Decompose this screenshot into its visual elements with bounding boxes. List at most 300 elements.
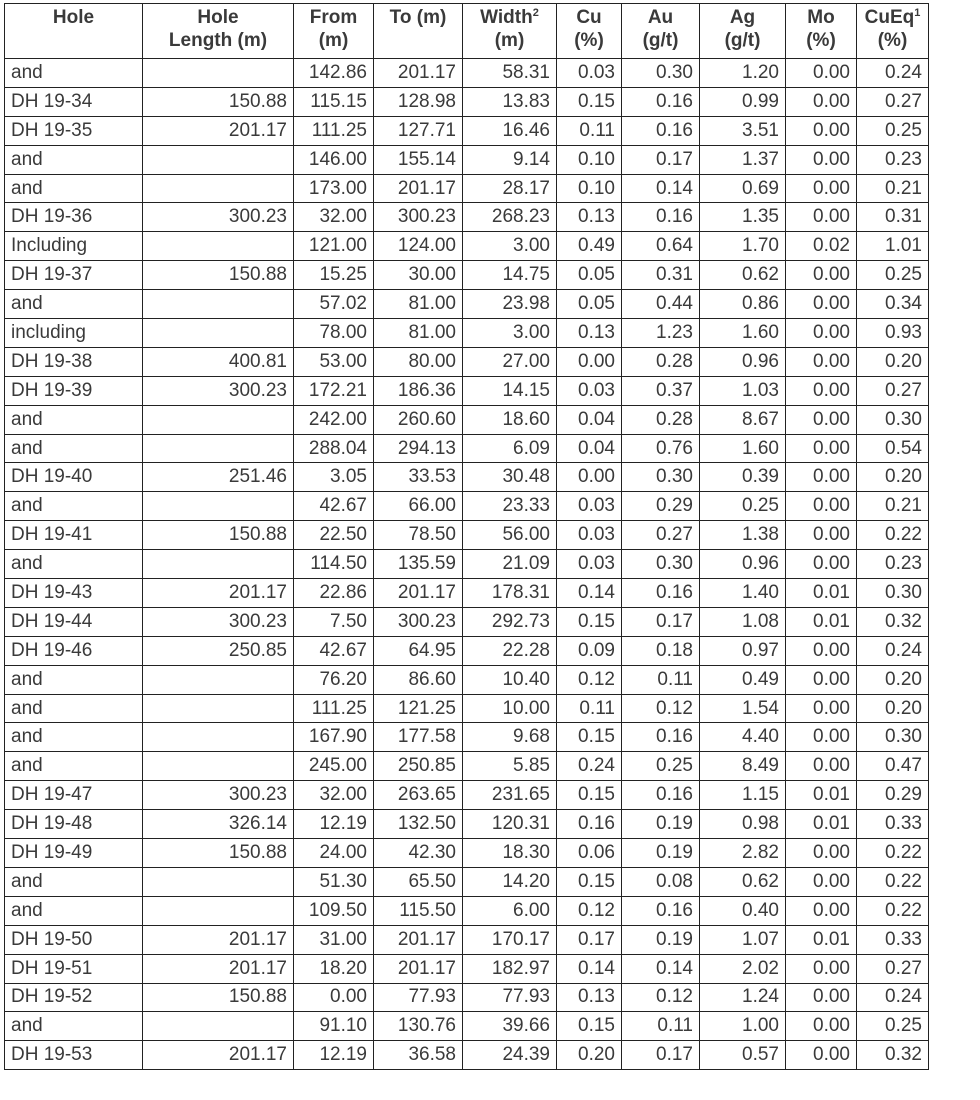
cell-cu: 0.03 — [557, 376, 622, 405]
cell-width: 292.73 — [463, 607, 557, 636]
cell-from: 42.67 — [294, 636, 374, 665]
cell-len: 201.17 — [143, 579, 294, 608]
cell-cueq: 0.20 — [857, 347, 929, 376]
cell-mo: 0.00 — [786, 550, 857, 579]
cell-au: 1.23 — [622, 319, 700, 348]
cell-width: 58.31 — [463, 59, 557, 88]
table-row — [5, 1041, 929, 1070]
column-header-ag — [700, 4, 786, 59]
cell-width: 14.15 — [463, 376, 557, 405]
cell-ag: 4.40 — [700, 723, 786, 752]
cell-to: 80.00 — [374, 347, 463, 376]
cell-ag: 1.07 — [700, 925, 786, 954]
column-header-line1: From — [309, 7, 358, 28]
cell-hole: and — [5, 290, 143, 319]
cell-from: 288.04 — [294, 434, 374, 463]
cell-ag: 1.70 — [700, 232, 786, 261]
cell-cueq: 0.25 — [857, 1012, 929, 1041]
cell-ag: 0.49 — [700, 665, 786, 694]
cell-au: 0.19 — [622, 839, 700, 868]
cell-to: 64.95 — [374, 636, 463, 665]
cell-from: 173.00 — [294, 174, 374, 203]
cell-hole: DH 19-46 — [5, 636, 143, 665]
cell-cueq: 0.47 — [857, 752, 929, 781]
column-header-line1: Ag — [729, 7, 756, 28]
cell-ag: 1.38 — [700, 521, 786, 550]
table-row — [5, 405, 929, 434]
cell-width: 13.83 — [463, 87, 557, 116]
table-row — [5, 376, 929, 405]
cell-to: 77.93 — [374, 983, 463, 1012]
cell-cu: 0.20 — [557, 1041, 622, 1070]
cell-cu: 0.12 — [557, 896, 622, 925]
cell-au: 0.29 — [622, 492, 700, 521]
cell-cueq: 0.22 — [857, 839, 929, 868]
header-row — [5, 4, 929, 59]
cell-to: 201.17 — [374, 174, 463, 203]
cell-width: 3.00 — [463, 319, 557, 348]
cell-width: 23.98 — [463, 290, 557, 319]
cell-from: 109.50 — [294, 896, 374, 925]
cell-cu: 0.03 — [557, 521, 622, 550]
cell-hole: DH 19-40 — [5, 463, 143, 492]
cell-width: 18.30 — [463, 839, 557, 868]
cell-cu: 0.05 — [557, 261, 622, 290]
cell-from: 245.00 — [294, 752, 374, 781]
cell-ag: 0.40 — [700, 896, 786, 925]
cell-to: 201.17 — [374, 954, 463, 983]
table-body — [5, 59, 929, 1070]
cell-mo: 0.01 — [786, 579, 857, 608]
cell-cueq: 0.22 — [857, 521, 929, 550]
column-header-from — [294, 4, 374, 59]
cell-cueq: 0.34 — [857, 290, 929, 319]
cell-mo: 0.00 — [786, 347, 857, 376]
cell-ag: 1.00 — [700, 1012, 786, 1041]
cell-width: 182.97 — [463, 954, 557, 983]
cell-mo: 0.01 — [786, 607, 857, 636]
cell-from: 146.00 — [294, 145, 374, 174]
cell-from: 24.00 — [294, 839, 374, 868]
cell-width: 120.31 — [463, 810, 557, 839]
cell-cueq: 0.33 — [857, 925, 929, 954]
cell-to: 294.13 — [374, 434, 463, 463]
cell-hole: and — [5, 752, 143, 781]
cell-au: 0.19 — [622, 810, 700, 839]
cell-cu: 0.09 — [557, 636, 622, 665]
table-row — [5, 290, 929, 319]
cell-from: 51.30 — [294, 867, 374, 896]
table-row — [5, 174, 929, 203]
table-row — [5, 232, 929, 261]
cell-len — [143, 752, 294, 781]
table-row — [5, 752, 929, 781]
cell-mo: 0.01 — [786, 781, 857, 810]
cell-cu: 0.15 — [557, 723, 622, 752]
cell-cueq: 0.22 — [857, 896, 929, 925]
cell-width: 18.60 — [463, 405, 557, 434]
cell-from: 12.19 — [294, 810, 374, 839]
cell-width: 14.75 — [463, 261, 557, 290]
cell-width: 16.46 — [463, 116, 557, 145]
footnote-marker: 1 — [914, 7, 921, 19]
cell-cu: 0.49 — [557, 232, 622, 261]
cell-from: 22.86 — [294, 579, 374, 608]
cell-mo: 0.00 — [786, 261, 857, 290]
table-row — [5, 347, 929, 376]
cell-from: 78.00 — [294, 319, 374, 348]
cell-width: 6.00 — [463, 896, 557, 925]
cell-to: 115.50 — [374, 896, 463, 925]
cell-ag: 0.96 — [700, 347, 786, 376]
cell-cueq: 0.20 — [857, 694, 929, 723]
cell-hole: and — [5, 1012, 143, 1041]
column-header-line1: Width — [480, 7, 533, 28]
cell-ag: 8.49 — [700, 752, 786, 781]
cell-hole: DH 19-52 — [5, 983, 143, 1012]
cell-mo: 0.00 — [786, 319, 857, 348]
cell-cu: 0.15 — [557, 867, 622, 896]
cell-au: 0.11 — [622, 665, 700, 694]
cell-hole: DH 19-48 — [5, 810, 143, 839]
cell-to: 155.14 — [374, 145, 463, 174]
cell-width: 6.09 — [463, 434, 557, 463]
cell-au: 0.16 — [622, 87, 700, 116]
cell-au: 0.27 — [622, 521, 700, 550]
cell-au: 0.37 — [622, 376, 700, 405]
table-row — [5, 203, 929, 232]
cell-hole: and — [5, 665, 143, 694]
cell-mo: 0.00 — [786, 636, 857, 665]
cell-hole: DH 19-53 — [5, 1041, 143, 1070]
table-row — [5, 492, 929, 521]
cell-to: 263.65 — [374, 781, 463, 810]
cell-width: 3.00 — [463, 232, 557, 261]
table-row — [5, 261, 929, 290]
cell-ag: 8.67 — [700, 405, 786, 434]
cell-au: 0.28 — [622, 347, 700, 376]
cell-len — [143, 145, 294, 174]
cell-from: 115.15 — [294, 87, 374, 116]
cell-to: 65.50 — [374, 867, 463, 896]
cell-width: 9.14 — [463, 145, 557, 174]
cell-to: 132.50 — [374, 810, 463, 839]
cell-width: 28.17 — [463, 174, 557, 203]
cell-au: 0.16 — [622, 116, 700, 145]
cell-mo: 0.00 — [786, 954, 857, 983]
cell-au: 0.76 — [622, 434, 700, 463]
column-header-line1: Mo — [807, 7, 835, 28]
cell-len: 150.88 — [143, 87, 294, 116]
cell-from: 111.25 — [294, 694, 374, 723]
cell-len: 201.17 — [143, 116, 294, 145]
cell-len — [143, 1012, 294, 1041]
cell-len: 300.23 — [143, 781, 294, 810]
cell-to: 42.30 — [374, 839, 463, 868]
cell-mo: 0.00 — [786, 752, 857, 781]
cell-len — [143, 867, 294, 896]
cell-width: 24.39 — [463, 1041, 557, 1070]
cell-au: 0.30 — [622, 550, 700, 579]
cell-len: 400.81 — [143, 347, 294, 376]
cell-hole: and — [5, 145, 143, 174]
cell-ag: 3.51 — [700, 116, 786, 145]
cell-width: 39.66 — [463, 1012, 557, 1041]
cell-ag: 0.25 — [700, 492, 786, 521]
cell-mo: 0.00 — [786, 694, 857, 723]
cell-hole: and — [5, 896, 143, 925]
cell-width: 14.20 — [463, 867, 557, 896]
cell-width: 170.17 — [463, 925, 557, 954]
cell-hole: and — [5, 723, 143, 752]
cell-len — [143, 174, 294, 203]
cell-au: 0.14 — [622, 174, 700, 203]
cell-mo: 0.01 — [786, 810, 857, 839]
cell-from: 32.00 — [294, 781, 374, 810]
cell-len: 300.23 — [143, 607, 294, 636]
table-row — [5, 607, 929, 636]
column-header-line1: To (m) — [389, 7, 447, 28]
cell-width: 5.85 — [463, 752, 557, 781]
cell-cueq: 0.27 — [857, 87, 929, 116]
cell-ag: 1.40 — [700, 579, 786, 608]
cell-cueq: 0.30 — [857, 723, 929, 752]
cell-from: 76.20 — [294, 665, 374, 694]
cell-cueq: 0.31 — [857, 203, 929, 232]
cell-au: 0.64 — [622, 232, 700, 261]
cell-to: 300.23 — [374, 607, 463, 636]
cell-cu: 0.13 — [557, 319, 622, 348]
cell-cueq: 0.24 — [857, 983, 929, 1012]
cell-au: 0.16 — [622, 579, 700, 608]
column-header-line2: (g/t) — [642, 30, 679, 51]
cell-hole: DH 19-35 — [5, 116, 143, 145]
cell-hole: DH 19-49 — [5, 839, 143, 868]
cell-to: 81.00 — [374, 290, 463, 319]
cell-mo: 0.00 — [786, 839, 857, 868]
cell-hole: DH 19-44 — [5, 607, 143, 636]
cell-len: 150.88 — [143, 983, 294, 1012]
cell-cu: 0.14 — [557, 954, 622, 983]
table-row — [5, 463, 929, 492]
cell-cueq: 0.54 — [857, 434, 929, 463]
cell-to: 300.23 — [374, 203, 463, 232]
cell-width: 56.00 — [463, 521, 557, 550]
cell-mo: 0.00 — [786, 376, 857, 405]
cell-ag: 0.98 — [700, 810, 786, 839]
cell-from: 111.25 — [294, 116, 374, 145]
table-row — [5, 521, 929, 550]
cell-au: 0.16 — [622, 723, 700, 752]
cell-au: 0.30 — [622, 463, 700, 492]
cell-to: 78.50 — [374, 521, 463, 550]
cell-au: 0.17 — [622, 607, 700, 636]
cell-au: 0.17 — [622, 145, 700, 174]
cell-au: 0.11 — [622, 1012, 700, 1041]
cell-from: 172.21 — [294, 376, 374, 405]
cell-len — [143, 290, 294, 319]
cell-mo: 0.00 — [786, 665, 857, 694]
table-row — [5, 781, 929, 810]
cell-from: 12.19 — [294, 1041, 374, 1070]
cell-len — [143, 405, 294, 434]
cell-len: 201.17 — [143, 925, 294, 954]
column-header-cu — [557, 4, 622, 59]
table-row — [5, 839, 929, 868]
cell-cu: 0.17 — [557, 925, 622, 954]
cell-len — [143, 59, 294, 88]
cell-au: 0.19 — [622, 925, 700, 954]
cell-mo: 0.00 — [786, 290, 857, 319]
cell-width: 30.48 — [463, 463, 557, 492]
cell-to: 201.17 — [374, 925, 463, 954]
cell-mo: 0.00 — [786, 434, 857, 463]
cell-au: 0.14 — [622, 954, 700, 983]
cell-to: 201.17 — [374, 59, 463, 88]
table-row — [5, 925, 929, 954]
cell-ag: 0.96 — [700, 550, 786, 579]
column-header-line2: (%) — [877, 30, 908, 51]
drill-results-table — [4, 3, 929, 1070]
cell-cueq: 0.29 — [857, 781, 929, 810]
cell-cu: 0.06 — [557, 839, 622, 868]
table-row — [5, 810, 929, 839]
cell-from: 91.10 — [294, 1012, 374, 1041]
cell-len: 150.88 — [143, 261, 294, 290]
cell-from: 114.50 — [294, 550, 374, 579]
cell-width: 9.68 — [463, 723, 557, 752]
cell-hole: DH 19-50 — [5, 925, 143, 954]
cell-width: 178.31 — [463, 579, 557, 608]
cell-mo: 0.01 — [786, 925, 857, 954]
cell-cueq: 0.27 — [857, 376, 929, 405]
table-row — [5, 636, 929, 665]
cell-au: 0.16 — [622, 896, 700, 925]
cell-hole: DH 19-41 — [5, 521, 143, 550]
cell-cu: 0.14 — [557, 579, 622, 608]
table-row — [5, 954, 929, 983]
cell-ag: 0.99 — [700, 87, 786, 116]
column-header-line2: (%) — [574, 30, 604, 51]
cell-ag: 0.57 — [700, 1041, 786, 1070]
cell-width: 21.09 — [463, 550, 557, 579]
cell-cueq: 0.20 — [857, 463, 929, 492]
cell-width: 10.40 — [463, 665, 557, 694]
cell-from: 42.67 — [294, 492, 374, 521]
cell-width: 22.28 — [463, 636, 557, 665]
cell-ag: 2.02 — [700, 954, 786, 983]
column-header-line1: Au — [647, 7, 674, 28]
cell-cueq: 0.27 — [857, 954, 929, 983]
cell-cu: 0.15 — [557, 87, 622, 116]
table-row — [5, 983, 929, 1012]
cell-au: 0.25 — [622, 752, 700, 781]
cell-cueq: 0.33 — [857, 810, 929, 839]
column-header-cueq — [857, 4, 929, 59]
cell-cu: 0.10 — [557, 174, 622, 203]
cell-ag: 2.82 — [700, 839, 786, 868]
cell-cueq: 0.30 — [857, 405, 929, 434]
cell-ag: 0.39 — [700, 463, 786, 492]
cell-from: 7.50 — [294, 607, 374, 636]
cell-from: 22.50 — [294, 521, 374, 550]
cell-cueq: 0.93 — [857, 319, 929, 348]
cell-width: 268.23 — [463, 203, 557, 232]
cell-mo: 0.00 — [786, 203, 857, 232]
cell-mo: 0.00 — [786, 405, 857, 434]
cell-cu: 0.12 — [557, 665, 622, 694]
cell-cu: 0.16 — [557, 810, 622, 839]
cell-len: 150.88 — [143, 521, 294, 550]
table-row — [5, 694, 929, 723]
column-header-to — [374, 4, 463, 59]
cell-from: 57.02 — [294, 290, 374, 319]
cell-au: 0.31 — [622, 261, 700, 290]
cell-cu: 0.03 — [557, 550, 622, 579]
cell-mo: 0.00 — [786, 867, 857, 896]
cell-au: 0.12 — [622, 983, 700, 1012]
cell-mo: 0.00 — [786, 463, 857, 492]
table-row — [5, 723, 929, 752]
cell-cueq: 0.24 — [857, 636, 929, 665]
cell-len: 300.23 — [143, 203, 294, 232]
column-header-line2: (g/t) — [724, 30, 761, 51]
cell-cueq: 0.32 — [857, 607, 929, 636]
cell-au: 0.44 — [622, 290, 700, 319]
cell-au: 0.28 — [622, 405, 700, 434]
cell-cueq: 0.21 — [857, 174, 929, 203]
cell-hole: DH 19-47 — [5, 781, 143, 810]
cell-to: 130.76 — [374, 1012, 463, 1041]
cell-mo: 0.00 — [786, 1012, 857, 1041]
cell-mo: 0.00 — [786, 116, 857, 145]
cell-cueq: 0.32 — [857, 1041, 929, 1070]
cell-cu: 0.05 — [557, 290, 622, 319]
cell-au: 0.16 — [622, 781, 700, 810]
cell-ag: 1.54 — [700, 694, 786, 723]
table-row — [5, 550, 929, 579]
cell-hole: and — [5, 492, 143, 521]
cell-mo: 0.00 — [786, 87, 857, 116]
cell-ag: 1.37 — [700, 145, 786, 174]
cell-au: 0.30 — [622, 59, 700, 88]
table-row — [5, 319, 929, 348]
cell-to: 250.85 — [374, 752, 463, 781]
column-header-au — [622, 4, 700, 59]
cell-len: 300.23 — [143, 376, 294, 405]
cell-mo: 0.00 — [786, 1041, 857, 1070]
cell-hole: and — [5, 174, 143, 203]
cell-cueq: 0.30 — [857, 579, 929, 608]
cell-len: 250.85 — [143, 636, 294, 665]
cell-cu: 0.04 — [557, 434, 622, 463]
cell-to: 121.25 — [374, 694, 463, 723]
cell-au: 0.17 — [622, 1041, 700, 1070]
cell-cueq: 0.23 — [857, 550, 929, 579]
table-row — [5, 87, 929, 116]
column-header-line1: Cu — [576, 7, 602, 28]
cell-hole: DH 19-39 — [5, 376, 143, 405]
cell-hole: DH 19-36 — [5, 203, 143, 232]
cell-au: 0.18 — [622, 636, 700, 665]
cell-au: 0.08 — [622, 867, 700, 896]
cell-hole: DH 19-38 — [5, 347, 143, 376]
table-row — [5, 896, 929, 925]
cell-len — [143, 434, 294, 463]
cell-to: 127.71 — [374, 116, 463, 145]
cell-from: 142.86 — [294, 59, 374, 88]
cell-from: 53.00 — [294, 347, 374, 376]
